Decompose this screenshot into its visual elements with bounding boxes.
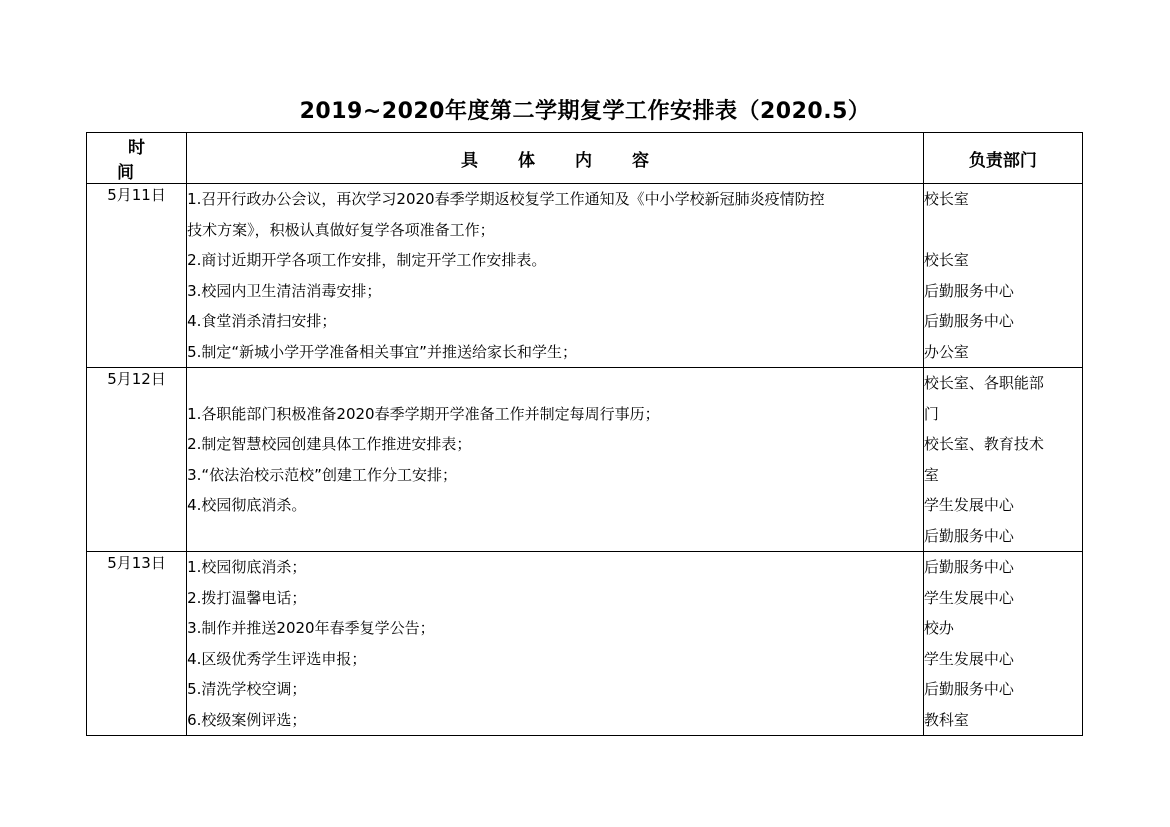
header-content: 具体内容 bbox=[187, 133, 924, 184]
header-time: 时间 bbox=[87, 133, 187, 184]
content-line: 4.校园彻底消杀。 bbox=[187, 496, 307, 514]
content-line bbox=[187, 521, 923, 552]
content-line: 4.区级优秀学生评选申报； bbox=[187, 649, 367, 668]
row-dept bbox=[923, 552, 1082, 736]
content-line bbox=[187, 368, 923, 399]
header-row bbox=[87, 133, 1083, 184]
content-line: 2.商讨近期开学各项工作安排，制定开学工作安排表。 bbox=[187, 251, 547, 269]
table-row bbox=[87, 552, 1083, 736]
dept-line: 校长室、教育技术 bbox=[923, 435, 1044, 453]
content-line: 5.清洗学校空调； bbox=[187, 680, 307, 698]
schedule-table bbox=[86, 132, 1083, 736]
table-row bbox=[87, 368, 1083, 552]
dept-line: 校办 bbox=[923, 619, 954, 637]
content-line: 6.校级案例评选； bbox=[187, 710, 307, 729]
dept-line: 后勤服务中心 bbox=[923, 526, 1014, 545]
content-line: 4.食堂消杀清扫安排； bbox=[187, 312, 337, 330]
dept-line: 后勤服务中心 bbox=[923, 312, 1014, 330]
content-line: 5.制定“新城小学开学准备相关事宜”并推送给家长和学生； bbox=[187, 342, 577, 361]
dept-line bbox=[924, 215, 1082, 246]
header-dept: 负责部门 bbox=[923, 133, 1082, 184]
dept-line: 学生发展中心 bbox=[923, 649, 1014, 668]
table-row bbox=[87, 184, 1083, 368]
row-content bbox=[187, 184, 924, 368]
dept-line: 校长室 bbox=[923, 251, 969, 269]
content-line: 3.校园内卫生清洁消毒安排； bbox=[187, 281, 382, 300]
content-line: 2.拨打温馨电话； bbox=[187, 588, 307, 607]
row-content bbox=[187, 552, 924, 736]
dept-line: 后勤服务中心 bbox=[923, 680, 1014, 698]
dept-line: 校长室 bbox=[923, 190, 969, 208]
content-line: 1.召开行政办公会议，再次学习2020春季学期返校复学工作通知及《中小学校新冠肺炎疫情防控 bbox=[187, 190, 825, 208]
dept-line: 后勤服务中心 bbox=[923, 281, 1014, 300]
content-line: 1.校园彻底消杀； bbox=[187, 558, 307, 576]
row-date: 5月13日 bbox=[87, 552, 187, 736]
content-line: 3.制作并推送2020年春季复学公告； bbox=[187, 619, 435, 637]
row-content bbox=[187, 368, 924, 552]
dept-line: 学生发展中心 bbox=[923, 496, 1014, 514]
content-line: 1.各职能部门积极准备2020春季学期开学准备工作并制定每周行事历； bbox=[187, 404, 660, 423]
row-date: 5月12日 bbox=[87, 368, 187, 552]
dept-line: 后勤服务中心 bbox=[923, 558, 1014, 576]
content-line: 2.制定智慧校园创建具体工作推进安排表； bbox=[187, 435, 472, 453]
content-line: 技术方案》，积极认真做好复学各项准备工作； bbox=[187, 220, 495, 239]
dept-line: 室 bbox=[923, 465, 939, 484]
document-title: 2019~2020年度第二学期复学工作安排表（2020.5） bbox=[299, 99, 871, 124]
content-line: 3.“依法治校示范校”创建工作分工安排； bbox=[187, 465, 457, 484]
row-dept bbox=[923, 184, 1082, 368]
row-dept bbox=[923, 368, 1082, 552]
dept-line: 门 bbox=[923, 404, 939, 423]
row-date: 5月11日 bbox=[87, 184, 187, 368]
dept-line: 学生发展中心 bbox=[923, 588, 1014, 607]
dept-line: 办公室 bbox=[923, 342, 969, 361]
dept-line: 校长室、各职能部 bbox=[923, 374, 1044, 392]
dept-line: 教科室 bbox=[923, 710, 969, 729]
